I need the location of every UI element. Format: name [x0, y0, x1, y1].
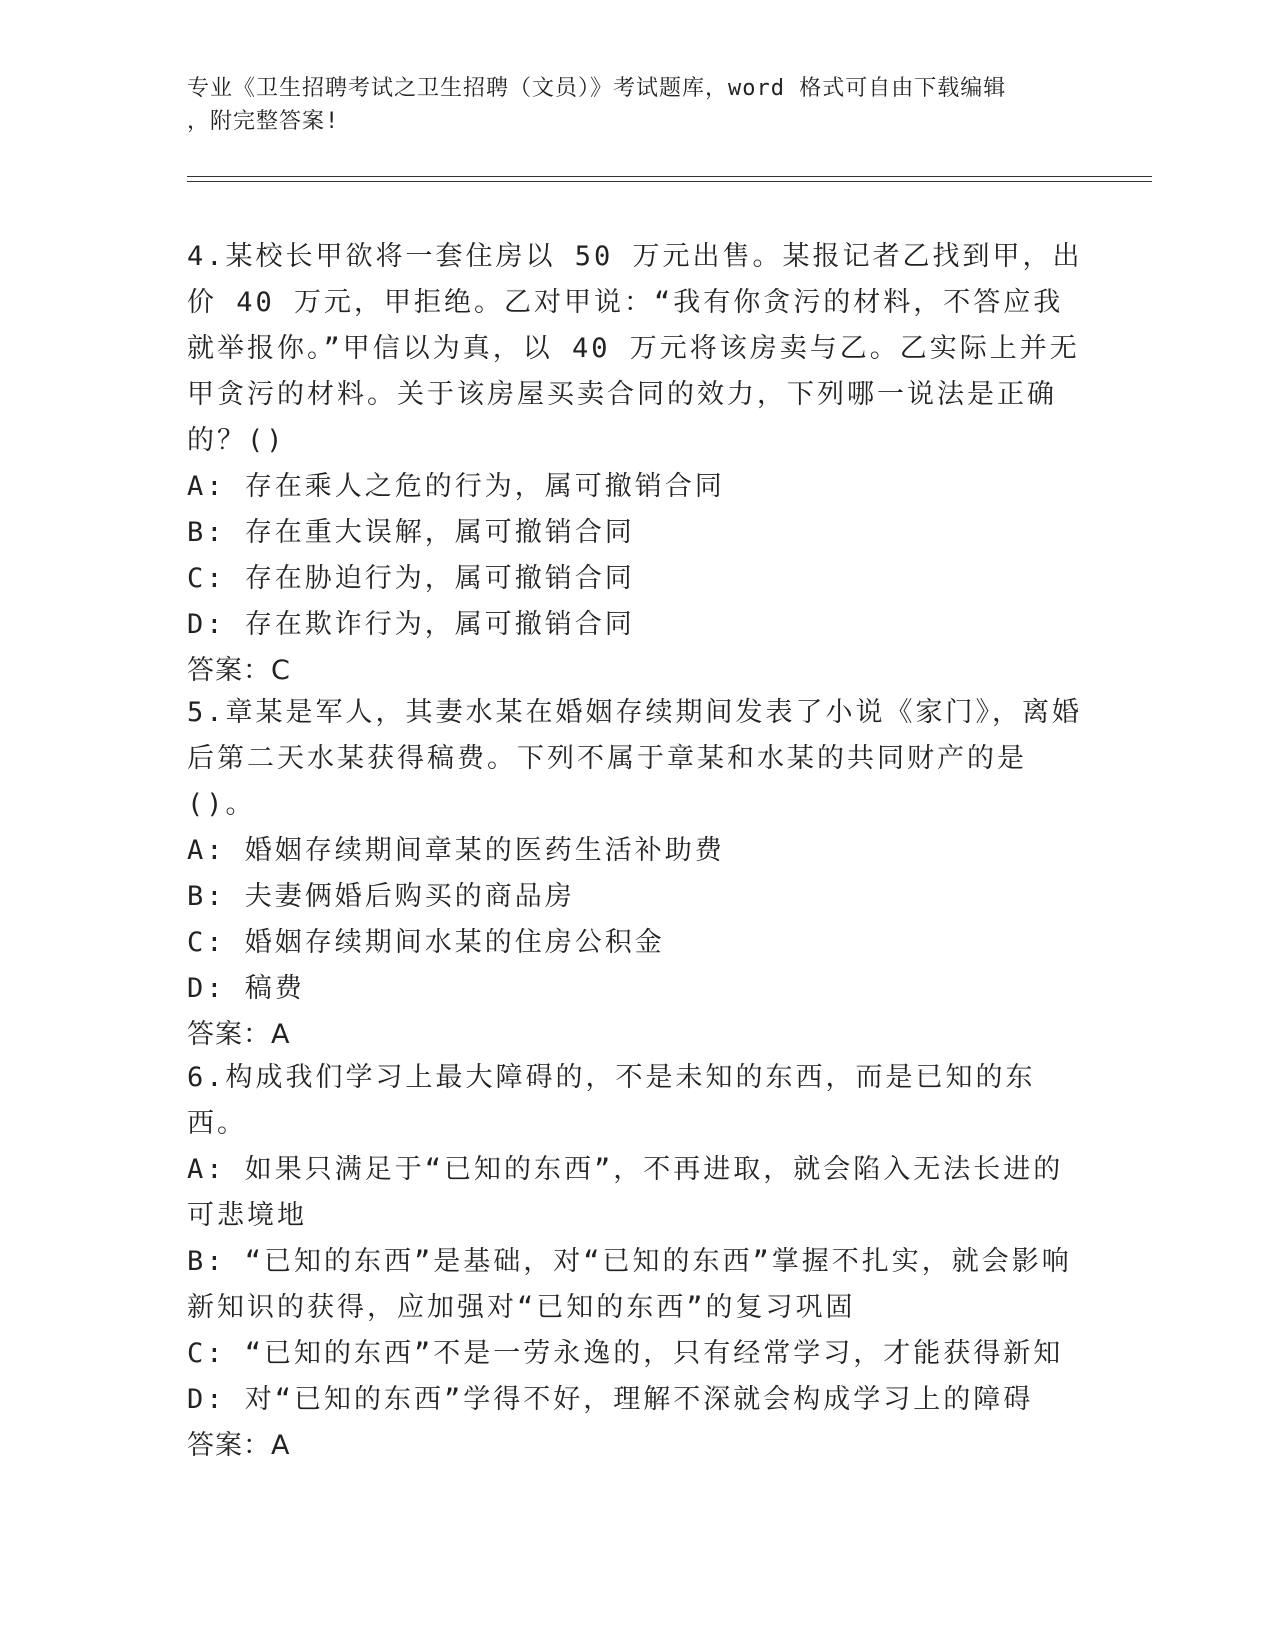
header-line-1: 专业《卫生招聘考试之卫生招聘（文员）》考试题库，word 格式可自由下载编辑 — [187, 76, 1007, 101]
option-a: A: 存在乘人之危的行为，属可撤销合同 — [187, 471, 725, 502]
option-d: D: 存在欺诈行为，属可撤销合同 — [187, 609, 635, 640]
document-header — [187, 72, 1087, 138]
header-line-2: ，附完整答案! — [187, 109, 340, 134]
answer: 答案：A — [187, 1430, 291, 1461]
option-b: B: 夫妻俩婚后购买的商品房 — [187, 881, 575, 912]
header-double-rule — [187, 176, 1152, 182]
question-stem: 6.构成我们学习上最大障碍的，不是未知的东西，而是已知的东西。 — [187, 1062, 1036, 1139]
option-d: D: 稿费 — [187, 973, 305, 1004]
question-6 — [187, 1055, 1087, 1469]
option-c: C: “已知的东西”不是一劳永逸的，只有经常学习，才能获得新知 — [187, 1338, 1064, 1369]
question-4 — [187, 234, 1087, 694]
option-a: A: 如果只满足于“已知的东西”，不再进取，就会陷入无法长进的可悲境地 — [187, 1154, 1064, 1231]
option-d: D: 对“已知的东西”学得不好，理解不深就会构成学习上的障碍 — [187, 1384, 1034, 1415]
question-5 — [187, 690, 1087, 1058]
question-stem: 4.某校长甲欲将一套住房以 50 万元出售。某报记者乙找到甲，出价 40 万元，甲拒绝。乙对甲说：“我有你贪污的材料，不答应我就举报你。”甲信以为真，以 40 万元将该房卖与乙。乙实际上并无甲贪污的材料。关于该房屋买卖合同的效力，下列哪一说法是正确的？() — [187, 241, 1083, 456]
option-c: C: 婚姻存续期间水某的住房公积金 — [187, 927, 665, 958]
option-a: A: 婚姻存续期间章某的医药生活补助费 — [187, 835, 725, 866]
option-c: C: 存在胁迫行为，属可撤销合同 — [187, 563, 635, 594]
option-b: B: “已知的东西”是基础，对“已知的东西”掌握不扎实，就会影响新知识的获得，应加强对“已知的东西”的复习巩固 — [187, 1246, 1072, 1323]
answer: 答案：A — [187, 1019, 291, 1050]
answer: 答案：C — [187, 655, 291, 686]
option-b: B: 存在重大误解，属可撤销合同 — [187, 517, 635, 548]
question-stem: 5.章某是军人，其妻水某在婚姻存续期间发表了小说《家门》，离婚后第二天水某获得稿费。下列不属于章某和水某的共同财产的是()。 — [187, 697, 1083, 820]
